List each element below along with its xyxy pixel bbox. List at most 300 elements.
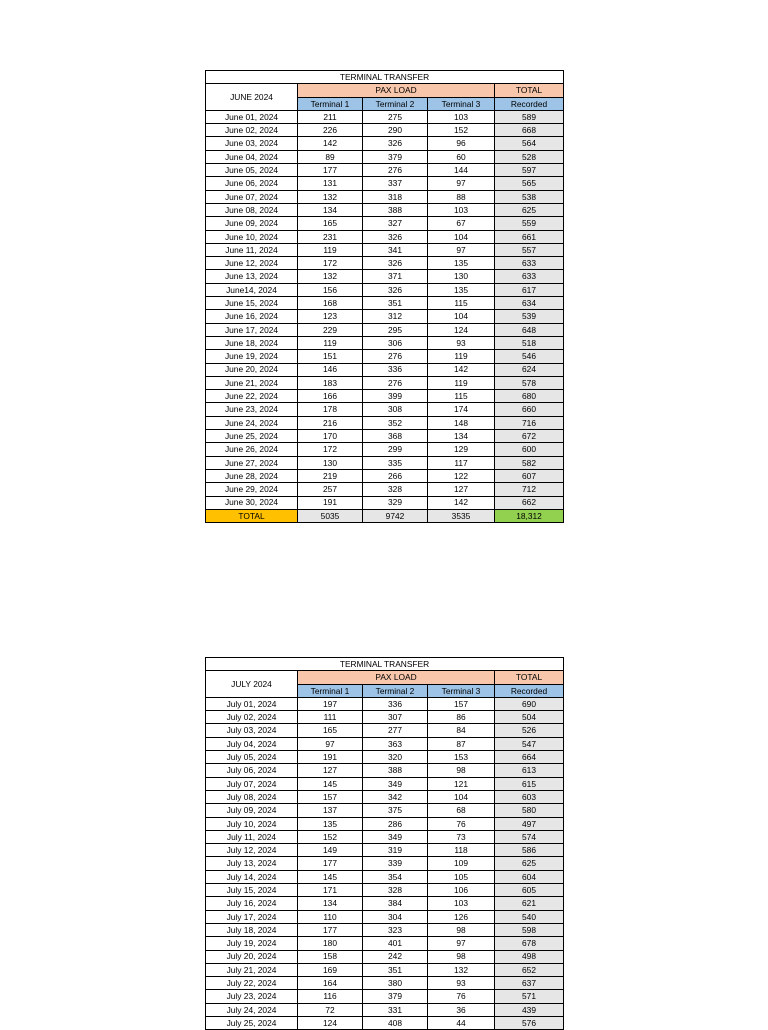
terminal-1-cell: 119 <box>298 336 363 349</box>
recorded-total-cell: 518 <box>495 336 564 349</box>
terminal-1-cell: 172 <box>298 257 363 270</box>
terminal-2-cell: 277 <box>363 724 428 737</box>
terminal-1-cell: 123 <box>298 310 363 323</box>
table-row <box>206 764 564 777</box>
terminal-2-cell: 336 <box>363 363 428 376</box>
date-cell: July 25, 2024 <box>206 1017 298 1030</box>
table-row <box>206 897 564 910</box>
terminal-2-cell: 308 <box>363 403 428 416</box>
recorded-total-cell: 621 <box>495 897 564 910</box>
date-cell: July 15, 2024 <box>206 884 298 897</box>
terminal-2-cell: 401 <box>363 937 428 950</box>
total-header: TOTAL <box>495 84 564 97</box>
table-row <box>206 977 564 990</box>
date-cell: June 08, 2024 <box>206 203 298 216</box>
terminal-1-cell: 191 <box>298 496 363 509</box>
terminal-2-cell: 352 <box>363 416 428 429</box>
recorded-total-cell: 662 <box>495 496 564 509</box>
recorded-total-cell: 633 <box>495 270 564 283</box>
terminal-2-cell: 337 <box>363 177 428 190</box>
header-row-1 <box>206 84 564 97</box>
table-row <box>206 390 564 403</box>
date-cell: July 20, 2024 <box>206 950 298 963</box>
table-row <box>206 150 564 163</box>
terminal-1-cell: 142 <box>298 137 363 150</box>
terminal-3-cell: 130 <box>428 270 495 283</box>
table-row <box>206 430 564 443</box>
terminal-2-cell: 380 <box>363 977 428 990</box>
recorded-total-cell: 605 <box>495 884 564 897</box>
terminal-2-cell: 399 <box>363 390 428 403</box>
terminal-1-cell: 111 <box>298 711 363 724</box>
recorded-total-cell: 600 <box>495 443 564 456</box>
table-row <box>206 963 564 976</box>
terminal-3-cell: 104 <box>428 230 495 243</box>
terminal-2-cell: 379 <box>363 990 428 1003</box>
terminal-3-cell: 142 <box>428 363 495 376</box>
june-totals <box>206 509 564 522</box>
terminal-1-cell: 171 <box>298 884 363 897</box>
title-row <box>206 658 564 671</box>
terminal-1-cell: 166 <box>298 390 363 403</box>
terminal-1-cell: 231 <box>298 230 363 243</box>
recorded-total-cell: 546 <box>495 350 564 363</box>
table-row <box>206 724 564 737</box>
date-cell: June 23, 2024 <box>206 403 298 416</box>
date-cell: June 11, 2024 <box>206 243 298 256</box>
june-table-body <box>206 71 564 111</box>
recorded-header: Recorded <box>495 684 564 697</box>
terminal-1-cell: 72 <box>298 1003 363 1016</box>
recorded-total-cell: 497 <box>495 817 564 830</box>
terminal-1-cell: 156 <box>298 283 363 296</box>
terminal-3-cell: 153 <box>428 751 495 764</box>
terminal-3-cell: 104 <box>428 790 495 803</box>
recorded-total-cell: 607 <box>495 469 564 482</box>
recorded-total-cell: 633 <box>495 257 564 270</box>
terminal-2-cell: 286 <box>363 817 428 830</box>
terminal-1-cell: 119 <box>298 243 363 256</box>
recorded-total-cell: 526 <box>495 724 564 737</box>
table-row <box>206 270 564 283</box>
terminal-3-cell: 126 <box>428 910 495 923</box>
terminal-3-header: Terminal 3 <box>428 97 495 110</box>
recorded-total-cell: 576 <box>495 1017 564 1030</box>
terminal-3-cell: 132 <box>428 963 495 976</box>
terminal-3-cell: 152 <box>428 124 495 137</box>
table-row <box>206 697 564 710</box>
terminal-1-cell: 145 <box>298 870 363 883</box>
terminal-3-cell: 103 <box>428 110 495 123</box>
table-row <box>206 230 564 243</box>
date-cell: June 18, 2024 <box>206 336 298 349</box>
terminal-1-cell: 127 <box>298 764 363 777</box>
date-cell: June 16, 2024 <box>206 310 298 323</box>
recorded-total-cell: 648 <box>495 323 564 336</box>
table-row <box>206 496 564 509</box>
terminal-1-cell: 219 <box>298 469 363 482</box>
terminal-1-cell: 157 <box>298 790 363 803</box>
terminal-2-cell: 354 <box>363 870 428 883</box>
terminal-3-cell: 73 <box>428 830 495 843</box>
terminal-3-cell: 93 <box>428 977 495 990</box>
table-row <box>206 283 564 296</box>
terminal-1-cell: 229 <box>298 323 363 336</box>
terminal-2-cell: 242 <box>363 950 428 963</box>
terminal-3-cell: 98 <box>428 923 495 936</box>
recorded-total-cell: 690 <box>495 697 564 710</box>
terminal-3-total: 3535 <box>428 509 495 522</box>
terminal-3-cell: 144 <box>428 164 495 177</box>
date-cell: June 03, 2024 <box>206 137 298 150</box>
table-row <box>206 110 564 123</box>
recorded-total-cell: 672 <box>495 430 564 443</box>
terminal-3-cell: 84 <box>428 724 495 737</box>
terminal-3-cell: 67 <box>428 217 495 230</box>
terminal-2-cell: 326 <box>363 257 428 270</box>
table-row <box>206 817 564 830</box>
terminal-1-cell: 172 <box>298 443 363 456</box>
date-cell: July 02, 2024 <box>206 711 298 724</box>
recorded-total-cell: 652 <box>495 963 564 976</box>
recorded-total-cell: 604 <box>495 870 564 883</box>
terminal-1-cell: 177 <box>298 923 363 936</box>
recorded-total-cell: 661 <box>495 230 564 243</box>
table-row <box>206 456 564 469</box>
date-cell: June 12, 2024 <box>206 257 298 270</box>
terminal-1-cell: 134 <box>298 897 363 910</box>
date-cell: June 19, 2024 <box>206 350 298 363</box>
terminal-3-cell: 98 <box>428 950 495 963</box>
table-row <box>206 164 564 177</box>
recorded-total-cell: 624 <box>495 363 564 376</box>
date-cell: July 03, 2024 <box>206 724 298 737</box>
date-cell: July 17, 2024 <box>206 910 298 923</box>
table-row <box>206 376 564 389</box>
terminal-2-cell: 329 <box>363 496 428 509</box>
terminal-2-cell: 306 <box>363 336 428 349</box>
period-label: JUNE 2024 <box>206 84 298 111</box>
table-row <box>206 257 564 270</box>
terminal-3-cell: 119 <box>428 376 495 389</box>
july-table-body <box>206 658 564 698</box>
terminal-1-cell: 257 <box>298 483 363 496</box>
terminal-3-cell: 103 <box>428 203 495 216</box>
terminal-3-cell: 105 <box>428 870 495 883</box>
table-row <box>206 990 564 1003</box>
terminal-2-cell: 335 <box>363 456 428 469</box>
recorded-total-cell: 582 <box>495 456 564 469</box>
terminal-1-cell: 177 <box>298 857 363 870</box>
terminal-3-cell: 87 <box>428 737 495 750</box>
recorded-total-cell: 712 <box>495 483 564 496</box>
terminal-1-cell: 89 <box>298 150 363 163</box>
table-row <box>206 350 564 363</box>
table-row <box>206 1017 564 1030</box>
terminal-1-cell: 130 <box>298 456 363 469</box>
date-cell: July 22, 2024 <box>206 977 298 990</box>
terminal-2-cell: 328 <box>363 884 428 897</box>
terminal-2-cell: 388 <box>363 764 428 777</box>
terminal-2-cell: 384 <box>363 897 428 910</box>
terminal-2-cell: 363 <box>363 737 428 750</box>
terminal-1-cell: 177 <box>298 164 363 177</box>
date-cell: June 04, 2024 <box>206 150 298 163</box>
terminal-1-cell: 146 <box>298 363 363 376</box>
terminal-3-cell: 97 <box>428 177 495 190</box>
date-cell: June 06, 2024 <box>206 177 298 190</box>
date-cell: June 10, 2024 <box>206 230 298 243</box>
table-row <box>206 177 564 190</box>
terminal-2-cell: 368 <box>363 430 428 443</box>
date-cell: June 24, 2024 <box>206 416 298 429</box>
date-cell: July 23, 2024 <box>206 990 298 1003</box>
terminal-3-cell: 97 <box>428 243 495 256</box>
date-cell: June 20, 2024 <box>206 363 298 376</box>
recorded-total-cell: 528 <box>495 150 564 163</box>
terminal-2-total: 9742 <box>363 509 428 522</box>
recorded-total-cell: 634 <box>495 297 564 310</box>
terminal-2-cell: 408 <box>363 1017 428 1030</box>
terminal-2-cell: 323 <box>363 923 428 936</box>
table-row <box>206 483 564 496</box>
terminal-2-cell: 349 <box>363 777 428 790</box>
terminal-1-header: Terminal 1 <box>298 684 363 697</box>
date-cell: July 16, 2024 <box>206 897 298 910</box>
recorded-total-cell: 615 <box>495 777 564 790</box>
recorded-total-cell: 660 <box>495 403 564 416</box>
date-cell: June 25, 2024 <box>206 430 298 443</box>
terminal-2-cell: 327 <box>363 217 428 230</box>
terminal-2-cell: 326 <box>363 230 428 243</box>
recorded-total-cell: 613 <box>495 764 564 777</box>
terminal-2-cell: 339 <box>363 857 428 870</box>
recorded-total-cell: 678 <box>495 937 564 950</box>
recorded-total-cell: 680 <box>495 390 564 403</box>
date-cell: July 06, 2024 <box>206 764 298 777</box>
terminal-2-header: Terminal 2 <box>363 97 428 110</box>
recorded-total-cell: 571 <box>495 990 564 1003</box>
terminal-2-cell: 342 <box>363 790 428 803</box>
terminal-1-cell: 180 <box>298 937 363 950</box>
table-row <box>206 737 564 750</box>
date-cell: July 13, 2024 <box>206 857 298 870</box>
terminal-1-cell: 132 <box>298 270 363 283</box>
date-cell: July 04, 2024 <box>206 737 298 750</box>
terminal-2-cell: 371 <box>363 270 428 283</box>
terminal-2-cell: 341 <box>363 243 428 256</box>
table-row <box>206 804 564 817</box>
terminal-2-cell: 276 <box>363 164 428 177</box>
terminal-3-cell: 142 <box>428 496 495 509</box>
terminal-3-cell: 93 <box>428 336 495 349</box>
terminal-3-cell: 98 <box>428 764 495 777</box>
date-cell: June 30, 2024 <box>206 496 298 509</box>
terminal-3-header: Terminal 3 <box>428 684 495 697</box>
recorded-total-cell: 504 <box>495 711 564 724</box>
table-row <box>206 190 564 203</box>
recorded-total-cell: 617 <box>495 283 564 296</box>
table-row <box>206 217 564 230</box>
terminal-3-cell: 115 <box>428 297 495 310</box>
grand-total: 18,312 <box>495 509 564 522</box>
terminal-2-cell: 318 <box>363 190 428 203</box>
recorded-total-cell: 603 <box>495 790 564 803</box>
recorded-total-cell: 564 <box>495 137 564 150</box>
date-cell: June 02, 2024 <box>206 124 298 137</box>
table-row <box>206 751 564 764</box>
header-row-1 <box>206 671 564 684</box>
date-cell: June 26, 2024 <box>206 443 298 456</box>
terminal-3-cell: 129 <box>428 443 495 456</box>
terminal-3-cell: 121 <box>428 777 495 790</box>
recorded-total-cell: 598 <box>495 923 564 936</box>
table-title: TERMINAL TRANSFER <box>206 71 564 84</box>
date-cell: June 27, 2024 <box>206 456 298 469</box>
period-label: JULY 2024 <box>206 671 298 698</box>
terminal-3-cell: 122 <box>428 469 495 482</box>
table-row <box>206 363 564 376</box>
july-data-rows <box>206 697 564 1029</box>
recorded-total-cell: 668 <box>495 124 564 137</box>
totals-label: TOTAL <box>206 509 298 522</box>
date-cell: June 22, 2024 <box>206 390 298 403</box>
date-cell: June 17, 2024 <box>206 323 298 336</box>
terminal-3-cell: 157 <box>428 697 495 710</box>
date-cell: July 08, 2024 <box>206 790 298 803</box>
terminal-1-cell: 183 <box>298 376 363 389</box>
date-cell: June 01, 2024 <box>206 110 298 123</box>
date-cell: July 07, 2024 <box>206 777 298 790</box>
terminal-3-cell: 174 <box>428 403 495 416</box>
table-row <box>206 323 564 336</box>
date-cell: June 13, 2024 <box>206 270 298 283</box>
table-row <box>206 469 564 482</box>
table-row <box>206 870 564 883</box>
terminal-3-cell: 148 <box>428 416 495 429</box>
date-cell: July 21, 2024 <box>206 963 298 976</box>
date-cell: June 28, 2024 <box>206 469 298 482</box>
table-row <box>206 777 564 790</box>
terminal-1-cell: 169 <box>298 963 363 976</box>
terminal-3-cell: 104 <box>428 310 495 323</box>
terminal-3-cell: 124 <box>428 323 495 336</box>
terminal-2-cell: 312 <box>363 310 428 323</box>
terminal-2-cell: 304 <box>363 910 428 923</box>
title-row <box>206 71 564 84</box>
terminal-3-cell: 117 <box>428 456 495 469</box>
date-cell: June 09, 2024 <box>206 217 298 230</box>
terminal-1-cell: 211 <box>298 110 363 123</box>
table-row <box>206 124 564 137</box>
june-data-rows <box>206 110 564 509</box>
terminal-1-cell: 168 <box>298 297 363 310</box>
terminal-1-cell: 165 <box>298 724 363 737</box>
terminal-2-cell: 349 <box>363 830 428 843</box>
date-cell: July 11, 2024 <box>206 830 298 843</box>
table-row <box>206 203 564 216</box>
date-cell: July 14, 2024 <box>206 870 298 883</box>
date-cell: July 10, 2024 <box>206 817 298 830</box>
terminal-1-cell: 116 <box>298 990 363 1003</box>
terminal-2-cell: 326 <box>363 137 428 150</box>
table-row <box>206 297 564 310</box>
table-row <box>206 910 564 923</box>
terminal-3-cell: 103 <box>428 897 495 910</box>
table-row <box>206 711 564 724</box>
terminal-2-cell: 266 <box>363 469 428 482</box>
terminal-1-cell: 145 <box>298 777 363 790</box>
terminal-1-cell: 164 <box>298 977 363 990</box>
terminal-2-cell: 331 <box>363 1003 428 1016</box>
recorded-total-cell: 498 <box>495 950 564 963</box>
recorded-total-cell: 664 <box>495 751 564 764</box>
terminal-1-cell: 135 <box>298 817 363 830</box>
date-cell: July 09, 2024 <box>206 804 298 817</box>
terminal-3-cell: 118 <box>428 844 495 857</box>
terminal-2-cell: 328 <box>363 483 428 496</box>
terminal-2-cell: 299 <box>363 443 428 456</box>
terminal-2-cell: 307 <box>363 711 428 724</box>
terminal-3-cell: 76 <box>428 990 495 1003</box>
pax-load-header: PAX LOAD <box>298 671 495 684</box>
recorded-total-cell: 574 <box>495 830 564 843</box>
terminal-1-cell: 178 <box>298 403 363 416</box>
recorded-total-cell: 589 <box>495 110 564 123</box>
terminal-2-cell: 379 <box>363 150 428 163</box>
date-cell: July 12, 2024 <box>206 844 298 857</box>
terminal-2-cell: 326 <box>363 283 428 296</box>
date-cell: June 15, 2024 <box>206 297 298 310</box>
terminal-1-cell: 152 <box>298 830 363 843</box>
terminal-1-cell: 170 <box>298 430 363 443</box>
terminal-3-cell: 119 <box>428 350 495 363</box>
terminal-2-cell: 351 <box>363 963 428 976</box>
terminal-1-cell: 158 <box>298 950 363 963</box>
terminal-1-cell: 97 <box>298 737 363 750</box>
terminal-1-cell: 165 <box>298 217 363 230</box>
terminal-3-cell: 60 <box>428 150 495 163</box>
table-row <box>206 310 564 323</box>
terminal-1-total: 5035 <box>298 509 363 522</box>
terminal-3-cell: 127 <box>428 483 495 496</box>
recorded-total-cell: 557 <box>495 243 564 256</box>
terminal-3-cell: 106 <box>428 884 495 897</box>
terminal-1-cell: 191 <box>298 751 363 764</box>
terminal-2-cell: 388 <box>363 203 428 216</box>
terminal-3-cell: 86 <box>428 711 495 724</box>
table-row <box>206 937 564 950</box>
terminal-2-cell: 336 <box>363 697 428 710</box>
recorded-total-cell: 559 <box>495 217 564 230</box>
recorded-total-cell: 539 <box>495 310 564 323</box>
date-cell: June 07, 2024 <box>206 190 298 203</box>
table-title: TERMINAL TRANSFER <box>206 658 564 671</box>
table-row <box>206 884 564 897</box>
table-row <box>206 443 564 456</box>
terminal-1-cell: 124 <box>298 1017 363 1030</box>
terminal-2-cell: 320 <box>363 751 428 764</box>
terminal-1-cell: 110 <box>298 910 363 923</box>
terminal-1-cell: 226 <box>298 124 363 137</box>
date-cell: July 18, 2024 <box>206 923 298 936</box>
pax-load-header: PAX LOAD <box>298 84 495 97</box>
date-cell: June 05, 2024 <box>206 164 298 177</box>
terminal-1-cell: 137 <box>298 804 363 817</box>
terminal-3-cell: 134 <box>428 430 495 443</box>
recorded-total-cell: 597 <box>495 164 564 177</box>
recorded-total-cell: 578 <box>495 376 564 389</box>
